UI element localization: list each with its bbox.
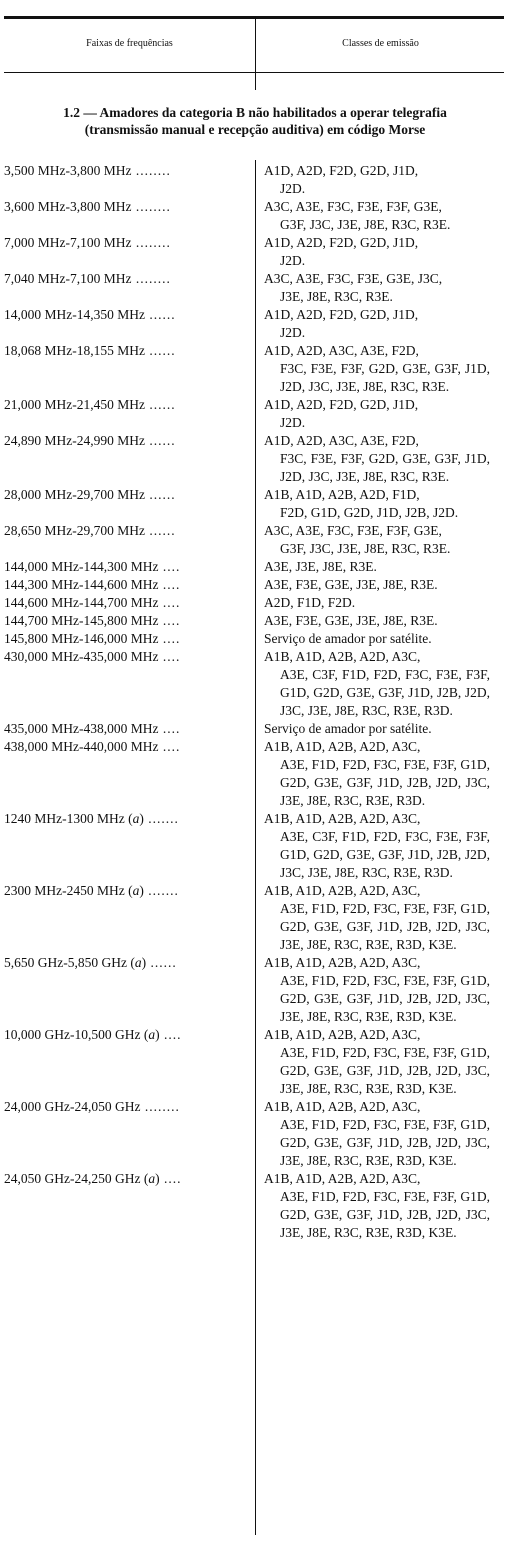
dot-leader: .... bbox=[158, 739, 181, 754]
frequency-band bbox=[4, 576, 244, 594]
table-row bbox=[4, 882, 506, 954]
frequency-band bbox=[4, 432, 244, 486]
frequency-band bbox=[4, 306, 244, 342]
frequency-band bbox=[4, 954, 244, 1026]
emission-classes-first-line: Serviço de amador por satélite. bbox=[264, 631, 432, 646]
frequency-band bbox=[4, 234, 244, 270]
dot-leader: ........ bbox=[131, 271, 171, 286]
frequency-band bbox=[4, 1170, 244, 1242]
emission-classes-first-line: A1B, A1D, A2B, A2D, F1D, bbox=[264, 487, 420, 502]
emission-classes-continuation: J2D. bbox=[280, 253, 306, 268]
emission-classes bbox=[264, 162, 490, 198]
emission-classes bbox=[264, 558, 490, 576]
frequency-band bbox=[4, 720, 244, 738]
table-row bbox=[4, 1098, 506, 1170]
table-row bbox=[4, 612, 506, 630]
section-title bbox=[4, 104, 506, 138]
table-row bbox=[4, 648, 506, 720]
frequency-band-text: 144,600 MHz-144,700 MHz bbox=[4, 595, 159, 610]
frequency-band-text: 24,050 GHz-24,250 GHz (a) bbox=[4, 1171, 160, 1186]
emission-classes-continuation: F3C, F3E, F3F, G2D, G3E, G3F, J1D, J2D, J3C, J3E, J8E, R3C, R3E. bbox=[280, 361, 490, 394]
emission-classes-first-line: A3C, A3E, F3C, F3E, F3F, G3E, bbox=[264, 523, 442, 538]
dot-leader: .... bbox=[158, 559, 181, 574]
dot-leader: .... bbox=[158, 577, 181, 592]
emission-classes-first-line: A3C, A3E, F3C, F3E, G3E, J3C, bbox=[264, 271, 443, 286]
table-row bbox=[4, 720, 506, 738]
frequency-band-text: 3,600 MHz-3,800 MHz bbox=[4, 199, 132, 214]
emission-classes-continuation: J2D. bbox=[280, 415, 306, 430]
dot-leader: ........ bbox=[131, 163, 171, 178]
frequency-band bbox=[4, 486, 244, 522]
emission-classes-continuation: A3E, F1D, F2D, F3C, F3E, F3F, G1D, G2D, G3E, G3F, J1D, J2B, J2D, J3C, J3E, J8E, R3C, R3E, R3D, K3E. bbox=[280, 901, 490, 952]
frequency-band bbox=[4, 342, 244, 396]
dot-leader: .... bbox=[158, 631, 181, 646]
emission-classes bbox=[264, 720, 490, 738]
table-row bbox=[4, 576, 506, 594]
frequency-band-text: 435,000 MHz-438,000 MHz bbox=[4, 721, 159, 736]
dot-leader: ....... bbox=[143, 883, 179, 898]
frequency-band-text: 28,000 MHz-29,700 MHz bbox=[4, 487, 145, 502]
frequency-band-text: 24,890 MHz-24,990 MHz bbox=[4, 433, 145, 448]
frequency-band-text: 438,000 MHz-440,000 MHz bbox=[4, 739, 159, 754]
frequency-band-text: 18,068 MHz-18,155 MHz bbox=[4, 343, 145, 358]
table-row bbox=[4, 1026, 506, 1098]
frequency-band-text: 1240 MHz-1300 MHz (a) bbox=[4, 811, 144, 826]
emission-classes-continuation: A3E, F1D, F2D, F3C, F3E, F3F, G1D, G2D, G3E, G3F, J1D, J2B, J2D, J3C, J3E, J8E, R3C, R3E, R3D, K3E. bbox=[280, 1117, 490, 1168]
emission-classes-first-line: A1D, A2D, A3C, A3E, F2D, bbox=[264, 343, 419, 358]
emission-classes bbox=[264, 648, 490, 720]
emission-classes bbox=[264, 396, 490, 432]
frequency-band bbox=[4, 810, 244, 882]
section-title-line-2: (transmissão manual e recepção auditiva) em código Morse bbox=[84, 122, 426, 137]
dot-leader: .... bbox=[158, 595, 181, 610]
emission-classes-first-line: A3E, F3E, G3E, J3E, J8E, R3E. bbox=[264, 613, 438, 628]
frequency-band bbox=[4, 738, 244, 810]
frequency-band-text: 5,650 GHz-5,850 GHz (a) bbox=[4, 955, 147, 970]
emission-classes-first-line: Serviço de amador por satélite. bbox=[264, 721, 432, 736]
emission-classes-first-line: A1B, A1D, A2B, A2D, A3C, bbox=[264, 811, 421, 826]
emission-classes-continuation: A3E, C3F, F1D, F2D, F3C, F3E, F3F, G1D, G2D, G3E, G3F, J1D, J2B, J2D, J3C, J3E, J8E, R3C, R3E, R3D. bbox=[280, 667, 490, 718]
emission-classes-continuation: A3E, F1D, F2D, F3C, F3E, F3F, G1D, G2D, G3E, G3F, J1D, J2B, J2D, J3C, J3E, J8E, R3C, R3E, R3D, K3E. bbox=[280, 973, 490, 1024]
emission-classes-continuation: F3C, F3E, F3F, G2D, G3E, G3F, J1D, J2D, J3C, J3E, J8E, R3C, R3E. bbox=[280, 451, 490, 484]
table-row bbox=[4, 432, 506, 486]
table-row bbox=[4, 594, 506, 612]
table-row bbox=[4, 486, 506, 522]
frequency-band bbox=[4, 1098, 244, 1170]
emission-classes-continuation: G3F, J3C, J3E, J8E, R3C, R3E. bbox=[280, 217, 451, 232]
frequency-band bbox=[4, 198, 244, 234]
emission-classes bbox=[264, 1170, 490, 1242]
emission-classes-first-line: A1B, A1D, A2B, A2D, A3C, bbox=[264, 883, 421, 898]
dot-leader: ........ bbox=[131, 235, 171, 250]
emission-classes-continuation: A3E, F1D, F2D, F3C, F3E, F3F, G1D, G2D, G3E, G3F, J1D, J2B, J2D, J3C, J3E, J8E, R3C, R3E, R3D. bbox=[280, 757, 490, 808]
dot-leader: ...... bbox=[145, 487, 176, 502]
emission-classes bbox=[264, 954, 490, 1026]
emission-classes-first-line: A2D, F1D, F2D. bbox=[264, 595, 356, 610]
table-row bbox=[4, 738, 506, 810]
emission-classes-continuation: F2D, G1D, G2D, J1D, J2B, J2D. bbox=[280, 505, 459, 520]
header-emission-classes: Classes de emissão bbox=[342, 38, 419, 49]
dot-leader: .... bbox=[159, 1171, 182, 1186]
frequency-band-text: 3,500 MHz-3,800 MHz bbox=[4, 163, 132, 178]
frequency-band bbox=[4, 162, 244, 198]
emission-classes bbox=[264, 522, 490, 558]
emission-classes-first-line: A1D, A2D, F2D, G2D, J1D, bbox=[264, 235, 419, 250]
table-row bbox=[4, 396, 506, 432]
emission-classes-first-line: A3E, J3E, J8E, R3E. bbox=[264, 559, 377, 574]
frequency-table bbox=[4, 162, 506, 1242]
emission-classes bbox=[264, 486, 490, 522]
dot-leader: ...... bbox=[145, 397, 176, 412]
dot-leader: ...... bbox=[145, 523, 176, 538]
emission-classes-first-line: A1B, A1D, A2B, A2D, A3C, bbox=[264, 955, 421, 970]
emission-classes bbox=[264, 738, 490, 810]
frequency-band bbox=[4, 630, 244, 648]
table-row bbox=[4, 954, 506, 1026]
emission-classes bbox=[264, 1026, 490, 1098]
frequency-band-text: 144,000 MHz-144,300 MHz bbox=[4, 559, 159, 574]
frequency-band bbox=[4, 882, 244, 954]
emission-classes bbox=[264, 234, 490, 270]
dot-leader: ...... bbox=[145, 433, 176, 448]
frequency-band-text: 145,800 MHz-146,000 MHz bbox=[4, 631, 159, 646]
dot-leader: ....... bbox=[143, 811, 179, 826]
table-row bbox=[4, 522, 506, 558]
emission-classes bbox=[264, 882, 490, 954]
frequency-band-text: 2300 MHz-2450 MHz (a) bbox=[4, 883, 144, 898]
table-row bbox=[4, 306, 506, 342]
frequency-band bbox=[4, 270, 244, 306]
table-row bbox=[4, 630, 506, 648]
dot-leader: ........ bbox=[131, 199, 171, 214]
dot-leader: .... bbox=[159, 1027, 182, 1042]
frequency-band-text: 21,000 MHz-21,450 MHz bbox=[4, 397, 145, 412]
emission-classes bbox=[264, 594, 490, 612]
emission-classes bbox=[264, 810, 490, 882]
emission-classes bbox=[264, 198, 490, 234]
table-row bbox=[4, 342, 506, 396]
frequency-band bbox=[4, 396, 244, 432]
frequency-band bbox=[4, 648, 244, 720]
emission-classes-first-line: A3C, A3E, F3C, F3E, F3F, G3E, bbox=[264, 199, 442, 214]
frequency-band bbox=[4, 594, 244, 612]
emission-classes bbox=[264, 576, 490, 594]
emission-classes bbox=[264, 612, 490, 630]
frequency-band bbox=[4, 612, 244, 630]
emission-classes-first-line: A1B, A1D, A2B, A2D, A3C, bbox=[264, 1027, 421, 1042]
emission-classes-first-line: A1D, A2D, A3C, A3E, F2D, bbox=[264, 433, 419, 448]
emission-classes bbox=[264, 1098, 490, 1170]
emission-classes-continuation: J3E, J8E, R3C, R3E. bbox=[280, 289, 393, 304]
dot-leader: .... bbox=[158, 649, 181, 664]
emission-classes-first-line: A1B, A1D, A2B, A2D, A3C, bbox=[264, 649, 421, 664]
table-row bbox=[4, 558, 506, 576]
frequency-band-text: 28,650 MHz-29,700 MHz bbox=[4, 523, 145, 538]
emission-classes-first-line: A1B, A1D, A2B, A2D, A3C, bbox=[264, 1099, 421, 1114]
frequency-band-text: 7,040 MHz-7,100 MHz bbox=[4, 271, 132, 286]
dot-leader: ........ bbox=[140, 1099, 180, 1114]
frequency-band bbox=[4, 558, 244, 576]
dot-leader: .... bbox=[158, 721, 181, 736]
frequency-band-text: 7,000 MHz-7,100 MHz bbox=[4, 235, 132, 250]
emission-classes bbox=[264, 342, 490, 396]
table-row bbox=[4, 1170, 506, 1242]
emission-classes-continuation: A3E, F1D, F2D, F3C, F3E, F3F, G1D, G2D, G3E, G3F, J1D, J2B, J2D, J3C, J3E, J8E, R3C, R3E, R3D, K3E. bbox=[280, 1189, 490, 1240]
emission-classes-first-line: A1B, A1D, A2B, A2D, A3C, bbox=[264, 739, 421, 754]
emission-classes bbox=[264, 432, 490, 486]
table-row bbox=[4, 810, 506, 882]
table-row bbox=[4, 270, 506, 306]
dot-leader: ...... bbox=[145, 343, 176, 358]
emission-classes bbox=[264, 270, 490, 306]
table-row bbox=[4, 234, 506, 270]
dot-leader: ...... bbox=[146, 955, 177, 970]
frequency-band-text: 24,000 GHz-24,050 GHz bbox=[4, 1099, 141, 1114]
emission-classes-first-line: A1B, A1D, A2B, A2D, A3C, bbox=[264, 1171, 421, 1186]
frequency-band-text: 10,000 GHz-10,500 GHz (a) bbox=[4, 1027, 160, 1042]
emission-classes-first-line: A1D, A2D, F2D, G2D, J1D, bbox=[264, 163, 419, 178]
header-frequency-bands: Faixas de frequências bbox=[86, 38, 173, 49]
emission-classes-continuation: J2D. bbox=[280, 181, 306, 196]
table-row bbox=[4, 162, 506, 198]
frequency-band-text: 430,000 MHz-435,000 MHz bbox=[4, 649, 159, 664]
frequency-band bbox=[4, 522, 244, 558]
emission-classes-first-line: A1D, A2D, F2D, G2D, J1D, bbox=[264, 397, 419, 412]
frequency-band-text: 144,700 MHz-145,800 MHz bbox=[4, 613, 159, 628]
dot-leader: .... bbox=[158, 613, 181, 628]
emission-classes-continuation: A3E, F1D, F2D, F3C, F3E, F3F, G1D, G2D, G3E, G3F, J1D, J2B, J2D, J3C, J3E, J8E, R3C, R3E, R3D, K3E. bbox=[280, 1045, 490, 1096]
emission-classes-continuation: A3E, C3F, F1D, F2D, F3C, F3E, F3F, G1D, G2D, G3E, G3F, J1D, J2B, J2D, J3C, J3E, J8E, R3C, R3E, R3D. bbox=[280, 829, 490, 880]
section-title-line-1: 1.2 — Amadores da categoria B não habilitados a operar telegrafia bbox=[63, 105, 447, 120]
emission-classes bbox=[264, 306, 490, 342]
table-row bbox=[4, 198, 506, 234]
emission-classes-continuation: J2D. bbox=[280, 325, 306, 340]
table-top-rule bbox=[4, 16, 504, 19]
header-column-divider bbox=[255, 18, 256, 90]
frequency-band-text: 144,300 MHz-144,600 MHz bbox=[4, 577, 159, 592]
emission-classes-continuation: G3F, J3C, J3E, J8E, R3C, R3E. bbox=[280, 541, 451, 556]
frequency-band bbox=[4, 1026, 244, 1098]
header-bottom-rule bbox=[4, 72, 504, 73]
frequency-band-text: 14,000 MHz-14,350 MHz bbox=[4, 307, 145, 322]
dot-leader: ...... bbox=[145, 307, 176, 322]
emission-classes-first-line: A1D, A2D, F2D, G2D, J1D, bbox=[264, 307, 419, 322]
emission-classes-first-line: A3E, F3E, G3E, J3E, J8E, R3E. bbox=[264, 577, 438, 592]
emission-classes bbox=[264, 630, 490, 648]
